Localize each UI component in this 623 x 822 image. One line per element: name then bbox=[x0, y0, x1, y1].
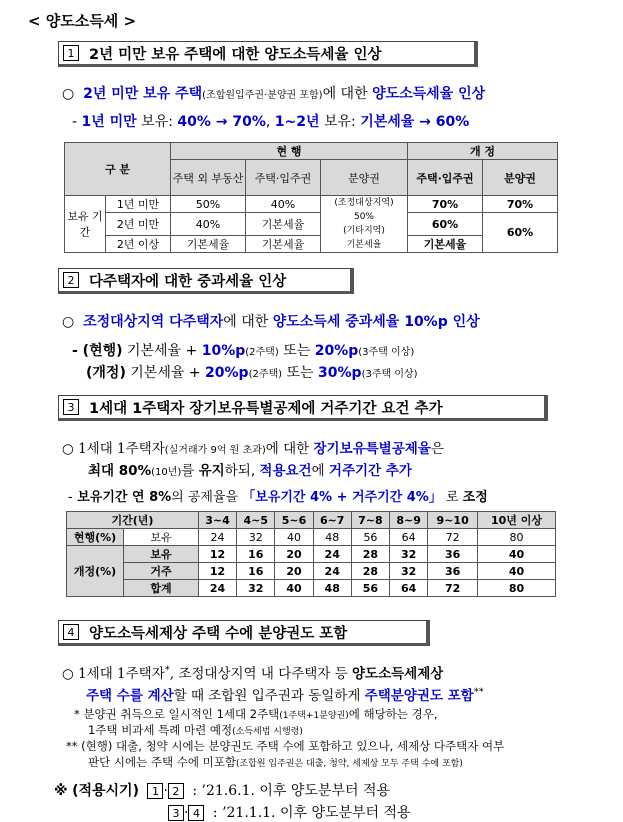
emphasis: 1~2년 bbox=[274, 114, 320, 130]
cell: 기본세율 bbox=[246, 213, 321, 236]
note: (1주택+1분양권) bbox=[279, 711, 349, 721]
emphasis: 거주기간 추가 bbox=[328, 463, 412, 479]
cell: 32 bbox=[237, 580, 275, 597]
section-3-header bbox=[58, 395, 548, 421]
cell: 70% bbox=[483, 196, 558, 213]
emphasis: 유지 bbox=[198, 463, 225, 479]
col-header: 주택 외 부동산 bbox=[171, 160, 246, 196]
timing-text: : ’21.6.1. 이후 양도분부터 적용 bbox=[192, 783, 391, 799]
current-sub: 보유 bbox=[124, 529, 199, 546]
cell: 72 bbox=[428, 529, 478, 546]
s3-line-2 bbox=[88, 459, 412, 479]
emphasis: 양도소득세제상 bbox=[352, 666, 444, 682]
cell: 기본세율 bbox=[246, 236, 321, 253]
page-title: < 양도소득세 > bbox=[28, 12, 137, 30]
text: 또는 bbox=[278, 343, 315, 359]
text: 할 때 조합원 입주권과 동일하게 bbox=[173, 688, 365, 704]
cell: 48 bbox=[313, 580, 351, 597]
note: (2주택) bbox=[245, 347, 279, 358]
section-title: 다주택자에 대한 중과세율 인상 bbox=[89, 273, 287, 290]
note: (10년) bbox=[151, 467, 182, 478]
row-label: 1년 미만 bbox=[106, 196, 171, 213]
emphasis: 1년 미만 bbox=[81, 114, 137, 130]
emphasis: 기본세율 → 60% bbox=[360, 114, 470, 130]
emphasis: 보유기간 연 8% bbox=[72, 490, 172, 505]
revised-label: 개정(%) bbox=[67, 546, 124, 597]
section-1-header bbox=[58, 41, 478, 67]
s4-note-1 bbox=[74, 706, 438, 722]
note: (조합원입주권·분양권 포함) bbox=[202, 90, 323, 101]
emphasis: 「보유기간 4% + 거주기간 4%」 bbox=[242, 490, 442, 505]
footnote-mark: * bbox=[74, 707, 80, 721]
cell: 20 bbox=[275, 546, 313, 563]
timing-row-1: ※ (적용시기) 1 · 2 : ’21.6.1. 이후 양도분부터 적용 bbox=[54, 783, 391, 799]
cell: 32 bbox=[390, 563, 428, 580]
period-col: 7~8 bbox=[351, 512, 389, 529]
cell: 80 bbox=[478, 580, 556, 597]
text: 의 공제율을 bbox=[171, 490, 243, 505]
cell: 28 bbox=[351, 563, 389, 580]
section-2-header bbox=[58, 268, 354, 294]
cell: 70% bbox=[408, 196, 483, 213]
section-title: 2년 미만 보유 주택에 대한 양도소득세율 인상 bbox=[89, 46, 382, 63]
cell: 50% bbox=[171, 196, 246, 213]
cell: 56 bbox=[351, 529, 389, 546]
footnote-mark: * bbox=[164, 664, 170, 676]
period-col: 5~6 bbox=[275, 512, 313, 529]
col-header: 주택·입주권 bbox=[246, 160, 321, 196]
emphasis: 적용요건 bbox=[259, 463, 312, 479]
header-current: 현 행 bbox=[171, 143, 408, 160]
text: 에 대한 bbox=[322, 86, 373, 102]
cell: 64 bbox=[390, 529, 428, 546]
emphasis: 2년 미만 보유 주택 bbox=[83, 86, 203, 102]
label: - (현행) bbox=[72, 343, 123, 359]
s4-note-2 bbox=[66, 738, 504, 754]
text: 분양권 취득으로 일시적인 1세대 2주택 bbox=[79, 707, 280, 721]
col-header: 분양권 bbox=[483, 160, 558, 196]
cell: 48 bbox=[313, 529, 351, 546]
period-col: 4~5 bbox=[237, 512, 275, 529]
header-gubun: 구 분 bbox=[65, 143, 171, 196]
section-number: 3 bbox=[63, 399, 79, 415]
section-ref: 3 bbox=[168, 805, 184, 821]
cell: 24 bbox=[313, 546, 351, 563]
cell: 24 bbox=[198, 529, 236, 546]
emphasis: 20%p bbox=[314, 343, 359, 359]
revised-sub: 거주 bbox=[124, 563, 199, 580]
text: 은 bbox=[430, 441, 444, 457]
emphasis: 40% → 70% bbox=[177, 114, 266, 130]
cell: 32 bbox=[237, 529, 275, 546]
footnote-mark: ** bbox=[66, 739, 78, 753]
s2-revised bbox=[86, 362, 418, 382]
s4-line-2 bbox=[86, 684, 484, 704]
emphasis: 최대 80% bbox=[88, 463, 152, 479]
tax-rate-table bbox=[64, 142, 558, 253]
text: 에 해당하는 경우, bbox=[348, 707, 438, 721]
text: 기본세율 + bbox=[125, 365, 206, 381]
emphasis: 조정대상지역 다주택자 bbox=[83, 314, 224, 330]
cell: 64 bbox=[390, 580, 428, 597]
row-label: 2년 미만 bbox=[106, 213, 171, 236]
reference-mark: ※ bbox=[54, 783, 68, 799]
timing-label: (적용시기) bbox=[72, 783, 139, 799]
header-period: 기간(년) bbox=[67, 512, 199, 529]
section-title: 양도소득세제상 주택 수에 분양권도 포함 bbox=[89, 625, 348, 642]
note: (실거래가 9억 원 초과) bbox=[164, 445, 266, 456]
col-header: 분양권 bbox=[321, 160, 408, 196]
period-col: 6~7 bbox=[313, 512, 351, 529]
text: 보유: bbox=[319, 114, 361, 130]
text: 에 대한 bbox=[223, 314, 273, 330]
cell: 40% bbox=[246, 196, 321, 213]
cell: 기본세율 bbox=[171, 236, 246, 253]
text: 에 bbox=[311, 463, 329, 479]
text: 또는 bbox=[282, 365, 319, 381]
period-col: 3~4 bbox=[198, 512, 236, 529]
period-col: 8~9 bbox=[390, 512, 428, 529]
cell: 36 bbox=[428, 563, 478, 580]
header-revised: 개 정 bbox=[408, 143, 558, 160]
emphasis: 장기보유특별공제율 bbox=[313, 441, 431, 457]
revised-sub: 합계 bbox=[124, 580, 199, 597]
text: 1세대 1주택자 bbox=[73, 441, 165, 457]
row-group-label: 보유 기간 bbox=[65, 196, 106, 253]
cell: 16 bbox=[237, 546, 275, 563]
bunyang-current-cell bbox=[321, 196, 408, 253]
emphasis: 양도소득세율 인상 bbox=[372, 86, 486, 102]
note: (3주택 이상) bbox=[358, 347, 415, 358]
emphasis: 조정 bbox=[462, 490, 488, 505]
cell-line: (기타지역) bbox=[343, 226, 385, 236]
emphasis: 30%p bbox=[318, 365, 362, 381]
timing-text: : ’21.1.1. 이후 양도분부터 적용 bbox=[212, 805, 411, 821]
s1-bullet-2 bbox=[72, 111, 469, 131]
emphasis: 10%p bbox=[201, 343, 246, 359]
period-col: 9~10 bbox=[428, 512, 478, 529]
cell: 기본세율 bbox=[408, 236, 483, 253]
text: 1세대 1주택자 bbox=[73, 666, 165, 682]
text: 를 bbox=[181, 463, 199, 479]
emphasis: 주택 수를 계산 bbox=[86, 688, 174, 704]
cell: 60% bbox=[483, 213, 558, 253]
text: 1주택 비과세 특례 마련 예정 bbox=[88, 723, 233, 737]
s4-line-1 bbox=[62, 662, 443, 682]
cell-line: (조정대상지역) bbox=[334, 198, 394, 208]
section-number: 1 bbox=[63, 45, 79, 61]
s2-bullet-1 bbox=[62, 311, 480, 331]
cell: 12 bbox=[198, 546, 236, 563]
s2-current bbox=[72, 340, 414, 360]
text: 하되, bbox=[224, 463, 260, 479]
cell: 40 bbox=[275, 580, 313, 597]
dash-mark: - bbox=[68, 490, 73, 505]
cell: 40% bbox=[171, 213, 246, 236]
text: 기본세율 + bbox=[122, 343, 202, 359]
text: 보유: bbox=[136, 114, 178, 130]
section-4-header bbox=[58, 620, 430, 646]
cell: 28 bbox=[351, 546, 389, 563]
cell: 24 bbox=[198, 580, 236, 597]
emphasis: 20%p bbox=[205, 365, 249, 381]
section-title: 1세대 1주택자 장기보유특별공제에 거주기간 요건 추가 bbox=[89, 400, 443, 417]
footnote-mark: ** bbox=[473, 686, 484, 698]
cell: 56 bbox=[351, 580, 389, 597]
cell: 24 bbox=[313, 563, 351, 580]
text: 로 bbox=[441, 490, 463, 505]
s1-bullet-1 bbox=[62, 83, 485, 103]
bullet-mark: ○ bbox=[62, 314, 75, 330]
label: (개정) bbox=[86, 365, 126, 381]
text: , bbox=[265, 114, 275, 130]
deduction-table bbox=[66, 511, 556, 597]
cell: 40 bbox=[275, 529, 313, 546]
note: (조합원 입주권은 대출, 청약, 세제상 모두 주택 수에 포함) bbox=[235, 759, 463, 769]
cell: 32 bbox=[390, 546, 428, 563]
note: (소득세법 시행령) bbox=[232, 727, 303, 737]
s4-note-2b bbox=[88, 754, 463, 770]
timing-row-2: 3 · 4 : ’21.1.1. 이후 양도분부터 적용 bbox=[168, 802, 411, 822]
cell-line: 50% bbox=[353, 212, 374, 222]
cell: 80 bbox=[478, 529, 556, 546]
text: , 조정대상지역 내 다주택자 등 bbox=[169, 666, 352, 682]
cell: 40 bbox=[478, 546, 556, 563]
emphasis: 양도소득세 중과세율 10%p 인상 bbox=[272, 314, 480, 330]
cell: 72 bbox=[428, 580, 478, 597]
note: (2주택) bbox=[248, 369, 283, 380]
section-number: 4 bbox=[63, 624, 79, 640]
bullet-mark: ○ bbox=[62, 666, 74, 682]
cell: 40 bbox=[478, 563, 556, 580]
bullet-mark: ○ bbox=[62, 441, 74, 457]
cell-line: 기본세율 bbox=[346, 240, 382, 250]
text: (현행) 대출, 청약 시에는 분양권도 주택 수에 포함하고 있으나, 세제상 다주택자 여부 bbox=[77, 739, 505, 753]
cell: 60% bbox=[408, 213, 483, 236]
bullet-mark: ○ bbox=[62, 86, 75, 102]
text: 에 대한 bbox=[265, 441, 314, 457]
section-ref: 1 bbox=[147, 783, 163, 799]
cell: 36 bbox=[428, 546, 478, 563]
s4-note-1b bbox=[88, 722, 303, 738]
col-header: 주택·입주권 bbox=[408, 160, 483, 196]
period-col: 10년 이상 bbox=[478, 512, 556, 529]
dash-mark: - bbox=[72, 114, 78, 130]
revised-sub: 보유 bbox=[124, 546, 199, 563]
section-ref: 4 bbox=[188, 805, 204, 821]
section-number: 2 bbox=[63, 272, 79, 288]
cell: 16 bbox=[237, 563, 275, 580]
s3-line-3 bbox=[68, 486, 488, 505]
cell: 20 bbox=[275, 563, 313, 580]
note: (3주택 이상) bbox=[361, 369, 418, 380]
row-label: 2년 이상 bbox=[106, 236, 171, 253]
emphasis: 주택분양권도 포함 bbox=[364, 688, 474, 704]
section-ref: 2 bbox=[168, 783, 184, 799]
cell: 12 bbox=[198, 563, 236, 580]
s3-line-1 bbox=[62, 437, 444, 457]
text: 판단 시에는 주택 수에 미포함 bbox=[88, 755, 236, 769]
current-label: 현행(%) bbox=[67, 529, 124, 546]
